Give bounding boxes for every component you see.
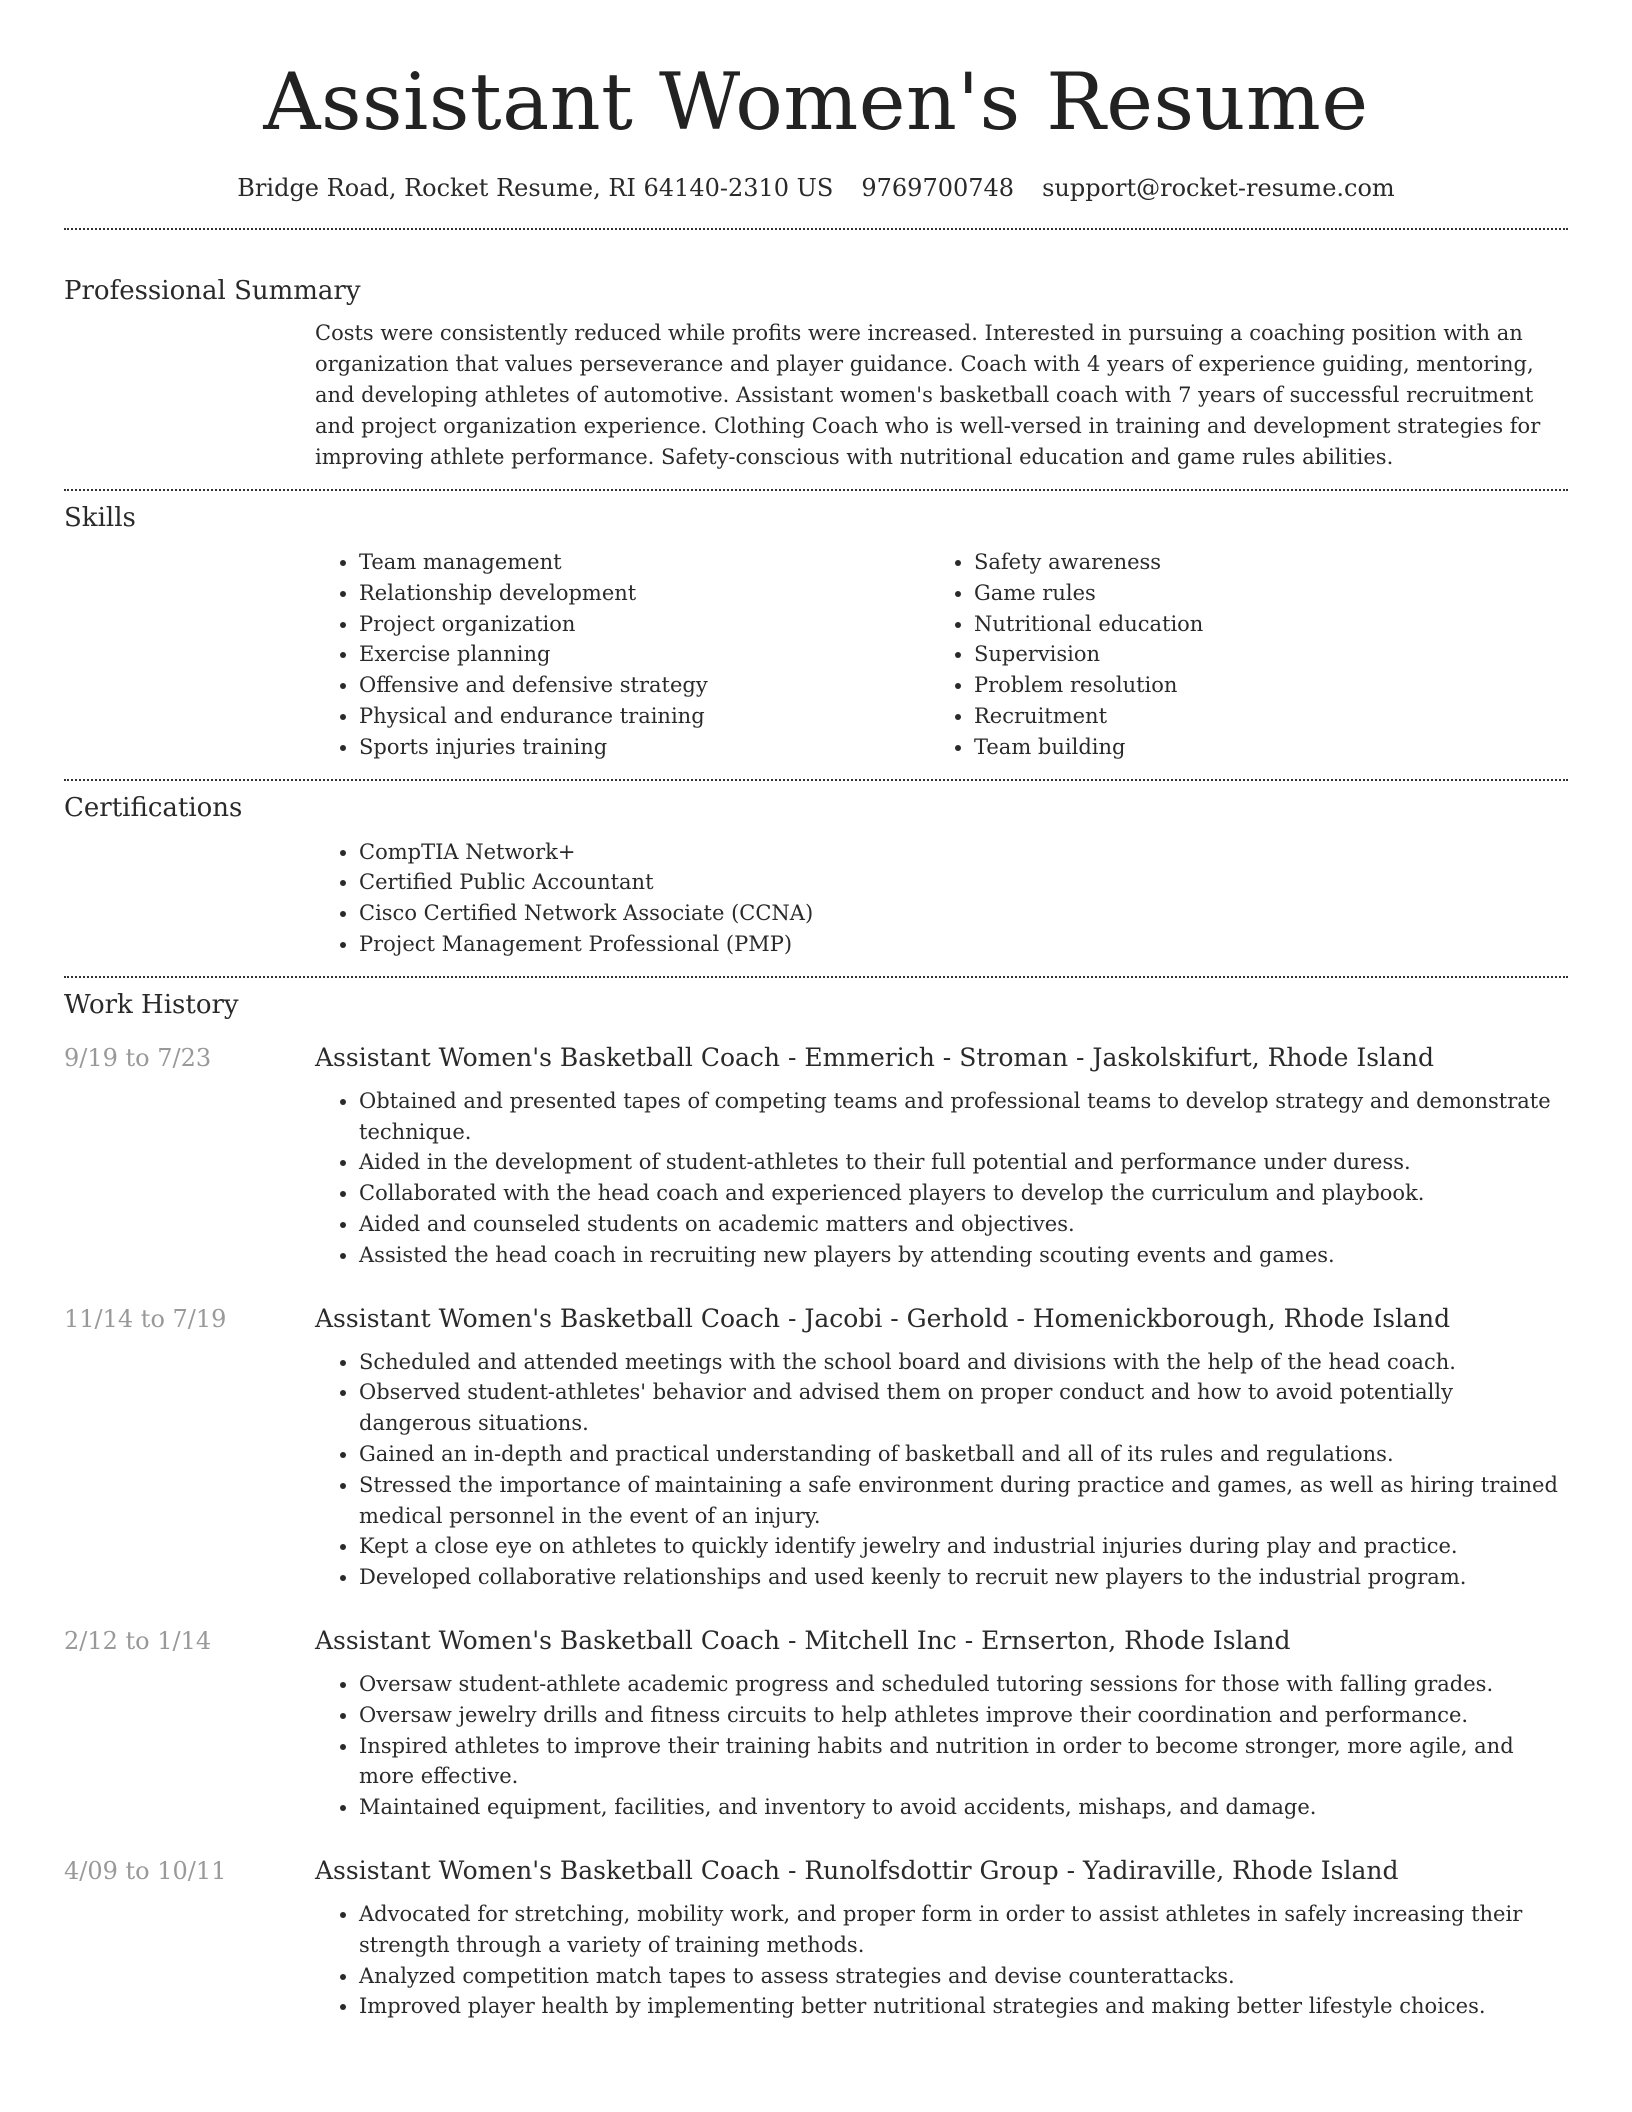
skill-item: • Safety awareness bbox=[974, 547, 1545, 578]
job-dates: 4/09 to 10/11 bbox=[64, 1856, 227, 1885]
job-bullet: • Aided in the development of student-athletes to their full potential and performance under duress. bbox=[359, 1147, 1568, 1178]
skill-item: • Sports injuries training bbox=[359, 732, 930, 763]
work-title: Work History bbox=[64, 989, 239, 1020]
job-details bbox=[315, 1303, 1568, 1593]
job-details bbox=[315, 1855, 1568, 2022]
job-bullet: • Improved player health by implementing better nutritional strategies and making better lifestyle choices. bbox=[359, 1991, 1568, 2022]
job-bullet: • Maintained equipment, facilities, and inventory to avoid accidents, mishaps, and damage. bbox=[359, 1792, 1568, 1823]
skill-item: • Team building bbox=[974, 732, 1545, 763]
skill-item: • Game rules bbox=[974, 578, 1545, 609]
skills-column-right bbox=[930, 547, 1545, 763]
job-dates: 2/12 to 1/14 bbox=[64, 1626, 212, 1655]
job-details bbox=[315, 1625, 1568, 1823]
job-entry bbox=[64, 1303, 1568, 1593]
certification-item: • Certified Public Accountant bbox=[359, 867, 1568, 898]
skills-section bbox=[64, 491, 1568, 763]
job-entry bbox=[64, 1625, 1568, 1823]
job-bullets bbox=[315, 1086, 1568, 1271]
skill-item: • Offensive and defensive strategy bbox=[359, 670, 930, 701]
resume-name: Assistant Women's Resume bbox=[263, 56, 1369, 148]
job-bullet: • Aided and counseled students on academic matters and objectives. bbox=[359, 1209, 1568, 1240]
job-bullet: • Analyzed competition match tapes to assess strategies and devise counterattacks. bbox=[359, 1961, 1568, 1992]
job-bullet: • Stressed the importance of maintaining a safe environment during practice and games, as well as hiring trained medical personnel in the event of an injury. bbox=[359, 1470, 1568, 1532]
job-title: Assistant Women's Basketball Coach - Runolfsdottir Group - Yadiraville, Rhode Island bbox=[315, 1855, 1399, 1885]
job-title: Assistant Women's Basketball Coach - Jacobi - Gerhold - Homenickborough, Rhode Island bbox=[315, 1303, 1451, 1333]
skills-body bbox=[315, 547, 1568, 763]
job-bullet: • Gained an in-depth and practical understanding of basketball and all of its rules and regulations. bbox=[359, 1439, 1568, 1470]
skills-list-right bbox=[930, 547, 1545, 763]
skill-item: • Supervision bbox=[974, 639, 1545, 670]
certification-item: • Project Management Professional (PMP) bbox=[359, 929, 1568, 960]
certifications-body bbox=[315, 837, 1568, 960]
job-bullet: • Kept a close eye on athletes to quickly identify jewelry and industrial injuries during play and practice. bbox=[359, 1531, 1568, 1562]
certification-item: • Cisco Certified Network Associate (CCNA) bbox=[359, 898, 1568, 929]
job-bullet: • Assisted the head coach in recruiting new players by attending scouting events and games. bbox=[359, 1240, 1568, 1271]
contact-line bbox=[64, 170, 1568, 206]
job-bullet: • Scheduled and attended meetings with the school board and divisions with the help of the head coach. bbox=[359, 1347, 1568, 1378]
job-bullet: • Advocated for stretching, mobility work, and proper form in order to assist athletes in safely increasing their strength through a variety of training methods. bbox=[359, 1899, 1568, 1961]
job-bullet: • Oversaw student-athlete academic progress and scheduled tutoring sessions for those with falling grades. bbox=[359, 1669, 1568, 1700]
skill-item: • Project organization bbox=[359, 609, 930, 640]
certifications-section bbox=[64, 781, 1568, 960]
job-details bbox=[315, 1042, 1568, 1271]
job-bullet: • Observed student-athletes' behavior and advised them on proper conduct and how to avoid potentially dangerous situations. bbox=[359, 1377, 1568, 1439]
skill-item: • Physical and endurance training bbox=[359, 701, 930, 732]
skill-item: • Nutritional education bbox=[974, 609, 1545, 640]
skills-title: Skills bbox=[64, 503, 136, 533]
skills-list-left bbox=[315, 547, 930, 763]
skills-column-left bbox=[315, 547, 930, 763]
contact-phone: 9769700748 bbox=[861, 174, 1015, 202]
skill-item: • Problem resolution bbox=[974, 670, 1545, 701]
resume-header bbox=[64, 0, 1568, 206]
job-bullets bbox=[315, 1347, 1568, 1593]
certification-item: • CompTIA Network+ bbox=[359, 837, 1568, 868]
work-section bbox=[64, 978, 1568, 2022]
job-bullet: • Oversaw jewelry drills and fitness circuits to help athletes improve their coordination and performance. bbox=[359, 1700, 1568, 1731]
skill-item: • Exercise planning bbox=[359, 639, 930, 670]
contact-address: Bridge Road, Rocket Resume, RI 64140-2310 US bbox=[237, 174, 834, 202]
skill-item: • Team management bbox=[359, 547, 930, 578]
job-entry bbox=[64, 1855, 1568, 2022]
job-dates: 9/19 to 7/23 bbox=[64, 1043, 212, 1072]
certifications-title: Certifications bbox=[64, 792, 243, 823]
skill-item: • Relationship development bbox=[359, 578, 930, 609]
job-bullet: • Obtained and presented tapes of competing teams and professional teams to develop strategy and demonstrate technique. bbox=[359, 1086, 1568, 1148]
certifications-list bbox=[315, 837, 1568, 960]
job-bullet: • Collaborated with the head coach and experienced players to develop the curriculum and playbook. bbox=[359, 1178, 1568, 1209]
job-bullets bbox=[315, 1669, 1568, 1823]
resume-page bbox=[64, 0, 1568, 2022]
summary-text: Costs were consistently reduced while profits were increased. Interested in pursuing a coaching position with an organization that values perseverance and player guidance. Coach with 4 years of experience guiding, mentoring, and developing athletes of automotive. Assistant women's basketball coach with 7 years of successful recruitment and project organization experience. Clothing Coach who is well-versed in training and development strategies for improving athlete performance. Safety-conscious with nutritional education and game rules abilities. bbox=[315, 321, 1541, 469]
job-dates: 11/14 to 7/19 bbox=[64, 1304, 227, 1333]
summary-body bbox=[315, 318, 1568, 473]
job-title: Assistant Women's Basketball Coach - Emmerich - Stroman - Jaskolskifurt, Rhode Island bbox=[315, 1042, 1435, 1072]
job-bullets bbox=[315, 1899, 1568, 2022]
contact-email: support@rocket-resume.com bbox=[1042, 174, 1395, 202]
job-title: Assistant Women's Basketball Coach - Mitchell Inc - Ernserton, Rhode Island bbox=[315, 1625, 1291, 1655]
summary-title: Professional Summary bbox=[64, 276, 361, 306]
job-bullet: • Developed collaborative relationships and used keenly to recruit new players to the industrial program. bbox=[359, 1562, 1568, 1593]
job-bullet: • Inspired athletes to improve their training habits and nutrition in order to become stronger, more agile, and more effective. bbox=[359, 1731, 1568, 1793]
summary-section bbox=[64, 230, 1568, 473]
skill-item: • Recruitment bbox=[974, 701, 1545, 732]
job-entry bbox=[64, 1042, 1568, 1271]
